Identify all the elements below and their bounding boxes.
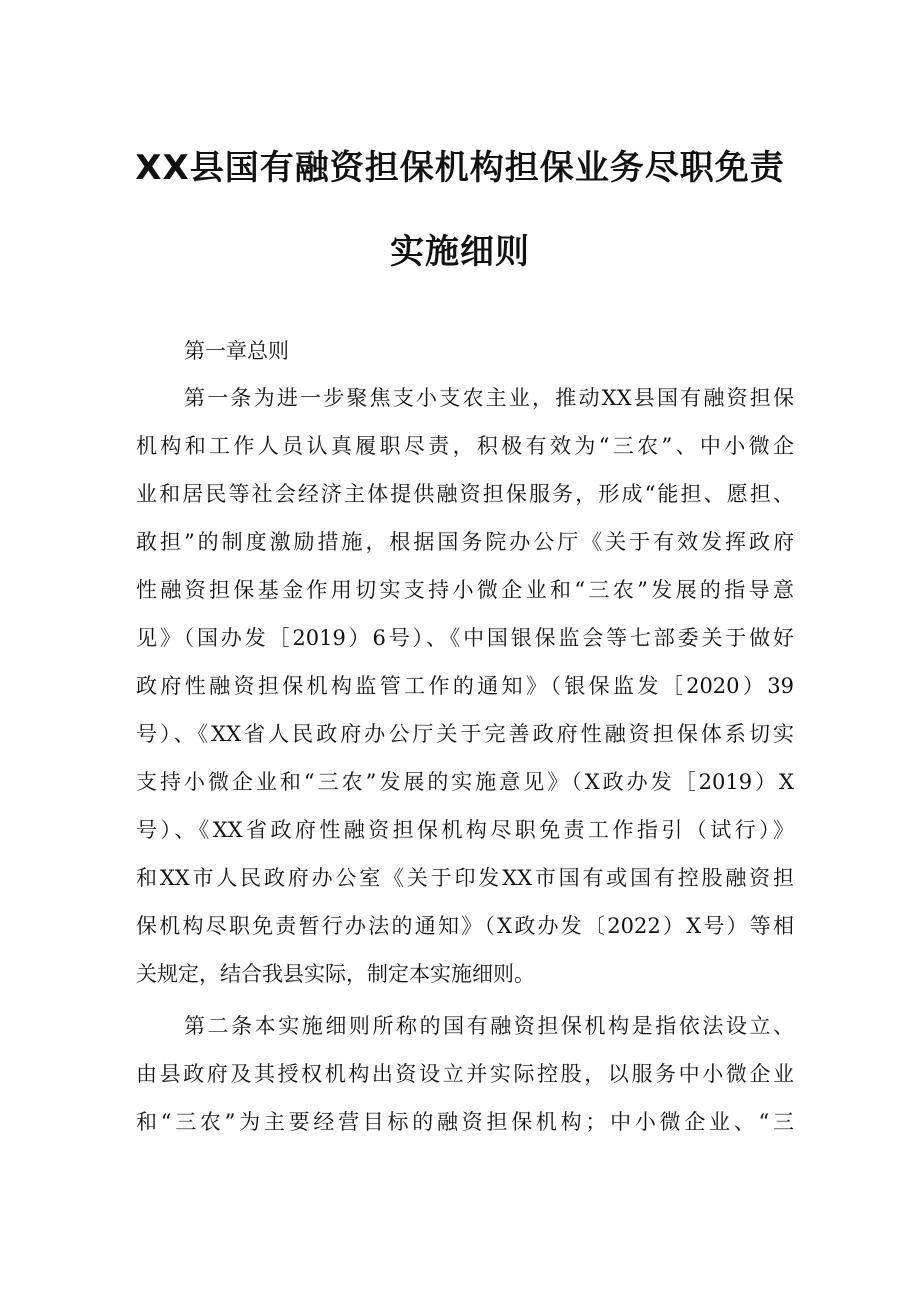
article1-line: 业和居民等社会经济主体提供融资担保服务，形成“能担、愿担、 xyxy=(136,482,794,506)
article1-line: 支持小微企业和“三农”发展的实施意见》（X政办发［2019）X xyxy=(136,770,794,794)
article1-line: 保机构尽职免责暂行办法的通知》（X政办发〔2022）X号）等相 xyxy=(136,914,794,938)
article2-line: 第二条本实施细则所称的国有融资担保机构是指依法设立、 xyxy=(184,1014,794,1038)
document-title-line-1: XX县国有融资担保机构担保业务尽职免责 xyxy=(135,148,785,188)
article1-line: 关规定，结合我县实际，制定本实施细则。 xyxy=(136,962,535,986)
article2-line: 和“三农”为主要经营目标的融资担保机构；中小微企业、“三 xyxy=(136,1110,794,1134)
article1-line: 敢担”的制度激励措施，根据国务院办公厅《关于有效发挥政府 xyxy=(136,530,794,554)
article1-line: 号）、《XX省人民政府办公厅关于完善政府性融资担保体系切实 xyxy=(136,722,794,746)
chapter-heading: 第一章总则 xyxy=(184,339,289,363)
article1-line: 性融资担保基金作用切实支持小微企业和“三农”发展的指导意 xyxy=(136,578,794,602)
article1-line: 和XX市人民政府办公室《关于印发XX市国有或国有控股融资担 xyxy=(136,866,794,890)
article1-line: 号）、《XX省政府性融资担保机构尽职免责工作指引（试行）》 xyxy=(136,818,794,842)
article1-line: 第一条为进一步聚焦支小支农主业，推动XX县国有融资担保 xyxy=(184,386,794,410)
article2-line: 由县政府及其授权机构出资设立并实际控股，以服务中小微企业 xyxy=(136,1062,794,1086)
article1-line: 见》（国办发［2019）6号）、《中国银保监会等七部委关于做好 xyxy=(136,626,794,650)
document-title-line-2: 实施细则 xyxy=(390,232,530,272)
article1-line: 机构和工作人员认真履职尽责，积极有效为“三农”、中小微企 xyxy=(136,434,794,458)
article1-line: 政府性融资担保机构监管工作的通知》（银保监发［2020）39 xyxy=(136,674,794,698)
